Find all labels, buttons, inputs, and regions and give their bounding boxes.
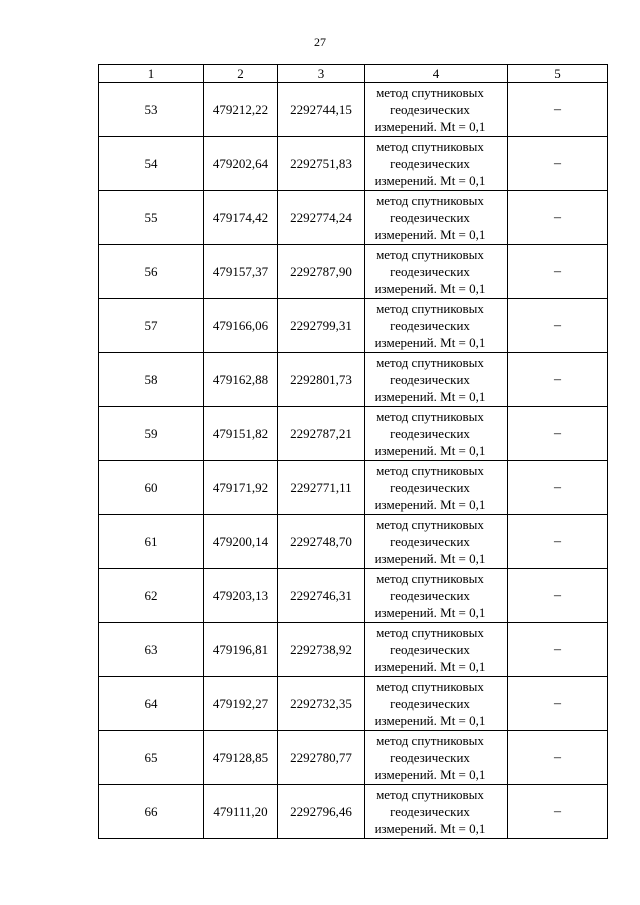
method-cell — [365, 461, 508, 515]
y-coordinate-cell: 2292799,31 — [278, 299, 365, 353]
note-cell: – — [508, 407, 608, 461]
y-coordinate-cell: 2292780,77 — [278, 731, 365, 785]
method-text: метод спутниковых геодезических измерений. Mt = 0,1 — [374, 787, 486, 836]
point-number-cell: 61 — [99, 515, 204, 569]
note-cell: – — [508, 731, 608, 785]
method-cell — [365, 785, 508, 839]
y-coordinate-cell: 2292751,83 — [278, 137, 365, 191]
method-cell — [365, 515, 508, 569]
y-coordinate-cell: 2292748,70 — [278, 515, 365, 569]
point-number-cell: 56 — [99, 245, 204, 299]
table-row — [99, 83, 608, 137]
table-row — [99, 461, 608, 515]
note-cell: – — [508, 461, 608, 515]
x-coordinate-cell: 479171,92 — [204, 461, 278, 515]
coordinates-table — [98, 64, 608, 839]
method-cell — [365, 353, 508, 407]
column-header-3: 3 — [278, 65, 365, 83]
method-cell — [365, 407, 508, 461]
note-cell: – — [508, 353, 608, 407]
table-row — [99, 677, 608, 731]
method-text: метод спутниковых геодезических измерений. Mt = 0,1 — [374, 733, 486, 782]
method-text: метод спутниковых геодезических измерений. Mt = 0,1 — [374, 625, 486, 674]
table-body — [99, 83, 608, 839]
point-number-cell: 63 — [99, 623, 204, 677]
method-cell — [365, 569, 508, 623]
method-text: метод спутниковых геодезических измерений. Mt = 0,1 — [374, 355, 486, 404]
method-text: метод спутниковых геодезических измерений. Mt = 0,1 — [374, 247, 486, 296]
column-header-5: 5 — [508, 65, 608, 83]
y-coordinate-cell: 2292796,46 — [278, 785, 365, 839]
y-coordinate-cell: 2292744,15 — [278, 83, 365, 137]
note-cell: – — [508, 785, 608, 839]
point-number-cell: 53 — [99, 83, 204, 137]
note-cell: – — [508, 191, 608, 245]
y-coordinate-cell: 2292774,24 — [278, 191, 365, 245]
y-coordinate-cell: 2292738,92 — [278, 623, 365, 677]
x-coordinate-cell: 479111,20 — [204, 785, 278, 839]
point-number-cell: 66 — [99, 785, 204, 839]
y-coordinate-cell: 2292732,35 — [278, 677, 365, 731]
table-row — [99, 191, 608, 245]
table-row — [99, 245, 608, 299]
method-cell — [365, 299, 508, 353]
x-coordinate-cell: 479128,85 — [204, 731, 278, 785]
point-number-cell: 64 — [99, 677, 204, 731]
x-coordinate-cell: 479212,22 — [204, 83, 278, 137]
method-text: метод спутниковых геодезических измерений. Mt = 0,1 — [374, 571, 486, 620]
point-number-cell: 62 — [99, 569, 204, 623]
x-coordinate-cell: 479162,88 — [204, 353, 278, 407]
table-row — [99, 407, 608, 461]
column-header-4: 4 — [365, 65, 508, 83]
point-number-cell: 58 — [99, 353, 204, 407]
column-header-1: 1 — [99, 65, 204, 83]
x-coordinate-cell: 479200,14 — [204, 515, 278, 569]
method-text: метод спутниковых геодезических измерений. Mt = 0,1 — [374, 463, 486, 512]
method-cell — [365, 191, 508, 245]
point-number-cell: 54 — [99, 137, 204, 191]
y-coordinate-cell: 2292787,90 — [278, 245, 365, 299]
x-coordinate-cell: 479151,82 — [204, 407, 278, 461]
table-row — [99, 569, 608, 623]
table-row — [99, 299, 608, 353]
y-coordinate-cell: 2292787,21 — [278, 407, 365, 461]
x-coordinate-cell: 479157,37 — [204, 245, 278, 299]
note-cell: – — [508, 83, 608, 137]
note-cell: – — [508, 137, 608, 191]
table-row — [99, 785, 608, 839]
method-text: метод спутниковых геодезических измерений. Mt = 0,1 — [374, 301, 486, 350]
table-header-row — [99, 65, 608, 83]
column-header-2: 2 — [204, 65, 278, 83]
method-cell — [365, 677, 508, 731]
x-coordinate-cell: 479174,42 — [204, 191, 278, 245]
point-number-cell: 57 — [99, 299, 204, 353]
table-row — [99, 515, 608, 569]
table-row — [99, 137, 608, 191]
method-text: метод спутниковых геодезических измерений. Mt = 0,1 — [374, 517, 486, 566]
method-cell — [365, 83, 508, 137]
point-number-cell: 59 — [99, 407, 204, 461]
x-coordinate-cell: 479196,81 — [204, 623, 278, 677]
note-cell: – — [508, 299, 608, 353]
method-cell — [365, 623, 508, 677]
method-cell — [365, 137, 508, 191]
x-coordinate-cell: 479203,13 — [204, 569, 278, 623]
y-coordinate-cell: 2292771,11 — [278, 461, 365, 515]
table-row — [99, 353, 608, 407]
table-row — [99, 623, 608, 677]
note-cell: – — [508, 623, 608, 677]
method-cell — [365, 245, 508, 299]
table-row — [99, 731, 608, 785]
method-text: метод спутниковых геодезических измерений. Mt = 0,1 — [374, 85, 486, 134]
method-text: метод спутниковых геодезических измерений. Mt = 0,1 — [374, 139, 486, 188]
y-coordinate-cell: 2292801,73 — [278, 353, 365, 407]
method-text: метод спутниковых геодезических измерений. Mt = 0,1 — [374, 409, 486, 458]
note-cell: – — [508, 515, 608, 569]
method-text: метод спутниковых геодезических измерений. Mt = 0,1 — [374, 679, 486, 728]
point-number-cell: 55 — [99, 191, 204, 245]
point-number-cell: 60 — [99, 461, 204, 515]
method-text: метод спутниковых геодезических измерений. Mt = 0,1 — [374, 193, 486, 242]
x-coordinate-cell: 479192,27 — [204, 677, 278, 731]
point-number-cell: 65 — [99, 731, 204, 785]
page-number: 27 — [314, 35, 326, 49]
y-coordinate-cell: 2292746,31 — [278, 569, 365, 623]
method-cell — [365, 731, 508, 785]
note-cell: – — [508, 677, 608, 731]
note-cell: – — [508, 245, 608, 299]
note-cell: – — [508, 569, 608, 623]
x-coordinate-cell: 479166,06 — [204, 299, 278, 353]
x-coordinate-cell: 479202,64 — [204, 137, 278, 191]
